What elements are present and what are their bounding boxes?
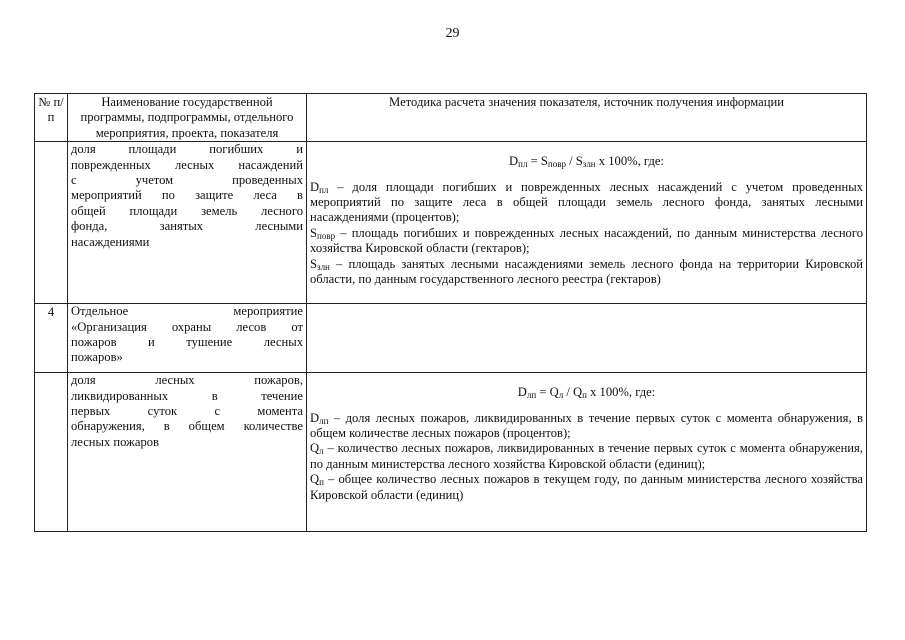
formula: $D_{лп} = Q_л / Q_п$ x 100%, где: xyxy=(517,385,656,401)
activity-name xyxy=(68,304,307,373)
name-line: доля площади погибших и xyxy=(71,142,303,157)
name-line: мероприятий по защите леса в xyxy=(71,188,303,203)
name-line: с учетом проведенных xyxy=(71,173,303,188)
calculation-method xyxy=(307,373,867,532)
definition: $S_{повр}$ – площадь погибших и поврежденных лесных насаждений, по данным министерства лесного хозяйства Кировской области (гектаров); xyxy=(310,225,863,256)
definition: $D_{лп}$ – доля лесных пожаров, ликвидированных в течение первых суток с момента обнаружения, в общем количестве лесных пожаров (процентов); xyxy=(310,410,863,441)
table-row xyxy=(35,304,867,373)
table-row xyxy=(35,373,867,532)
calculation-method xyxy=(307,142,867,304)
name-line: пожаров и тушение лесных xyxy=(71,335,303,350)
row-number: 4 xyxy=(35,304,68,373)
indicator-name xyxy=(68,373,307,532)
name-line: обнаружения, в общем количестве xyxy=(71,419,303,434)
definition: $Q_п$ – общее количество лесных пожаров в текущем году, по данным министерства лесного хозяйства Кировской области (единиц) xyxy=(310,472,863,502)
name-line: поврежденных лесных насаждений xyxy=(71,157,303,172)
row-number xyxy=(35,373,68,532)
header-name: Наименование государственной программы, подпрограммы, отдельного мероприятия, проекта, показателя xyxy=(68,94,307,142)
name-line: «Организация охраны лесов от xyxy=(71,319,303,334)
definition: $Q_л$ – количество лесных пожаров, ликвидированных в течение первых суток с момента обнаружения, по данным министерства лесного хозяйства Кировской области (единиц); xyxy=(310,441,863,471)
indicator-table xyxy=(34,93,867,532)
name-line: пожаров» xyxy=(71,350,123,365)
name-line: фонда, занятых лесными xyxy=(71,219,303,234)
table-header-row xyxy=(35,94,867,142)
name-line: общей площади земель лесного xyxy=(71,203,303,218)
definition: $D_{пл}$ – доля площади погибших и поврежденных лесных насаждений с учетом проведенных мероприятий по защите леса в общей площади земель лесного фонда, занятых лесными насаждениями (процентов); xyxy=(310,179,863,225)
name-line: лесных пожаров xyxy=(71,434,159,449)
name-line: ликвидированных в течение xyxy=(71,388,303,403)
table-row xyxy=(35,142,867,304)
name-line: насаждениями xyxy=(71,234,150,249)
definition: $S_{злн}$ – площадь занятых лесными насаждениями земель лесного фонда на территории Кировской области, по данным государственного лесного реестра (гектаров) xyxy=(310,256,863,287)
header-method: Методика расчета значения показателя, источник получения информации xyxy=(307,94,867,142)
page-number: 29 xyxy=(445,26,460,41)
name-line: доля лесных пожаров, xyxy=(71,373,303,388)
calculation-method xyxy=(307,304,867,373)
row-number xyxy=(35,142,68,304)
formula: $D_{пл} = S_{повр} / S_{злн}$ x 100%, где: xyxy=(509,154,664,170)
header-number: № п/п xyxy=(35,94,68,142)
indicator-name xyxy=(68,142,307,304)
name-line: Отдельное мероприятие xyxy=(71,304,303,319)
name-line: первых суток с момента xyxy=(71,404,303,419)
